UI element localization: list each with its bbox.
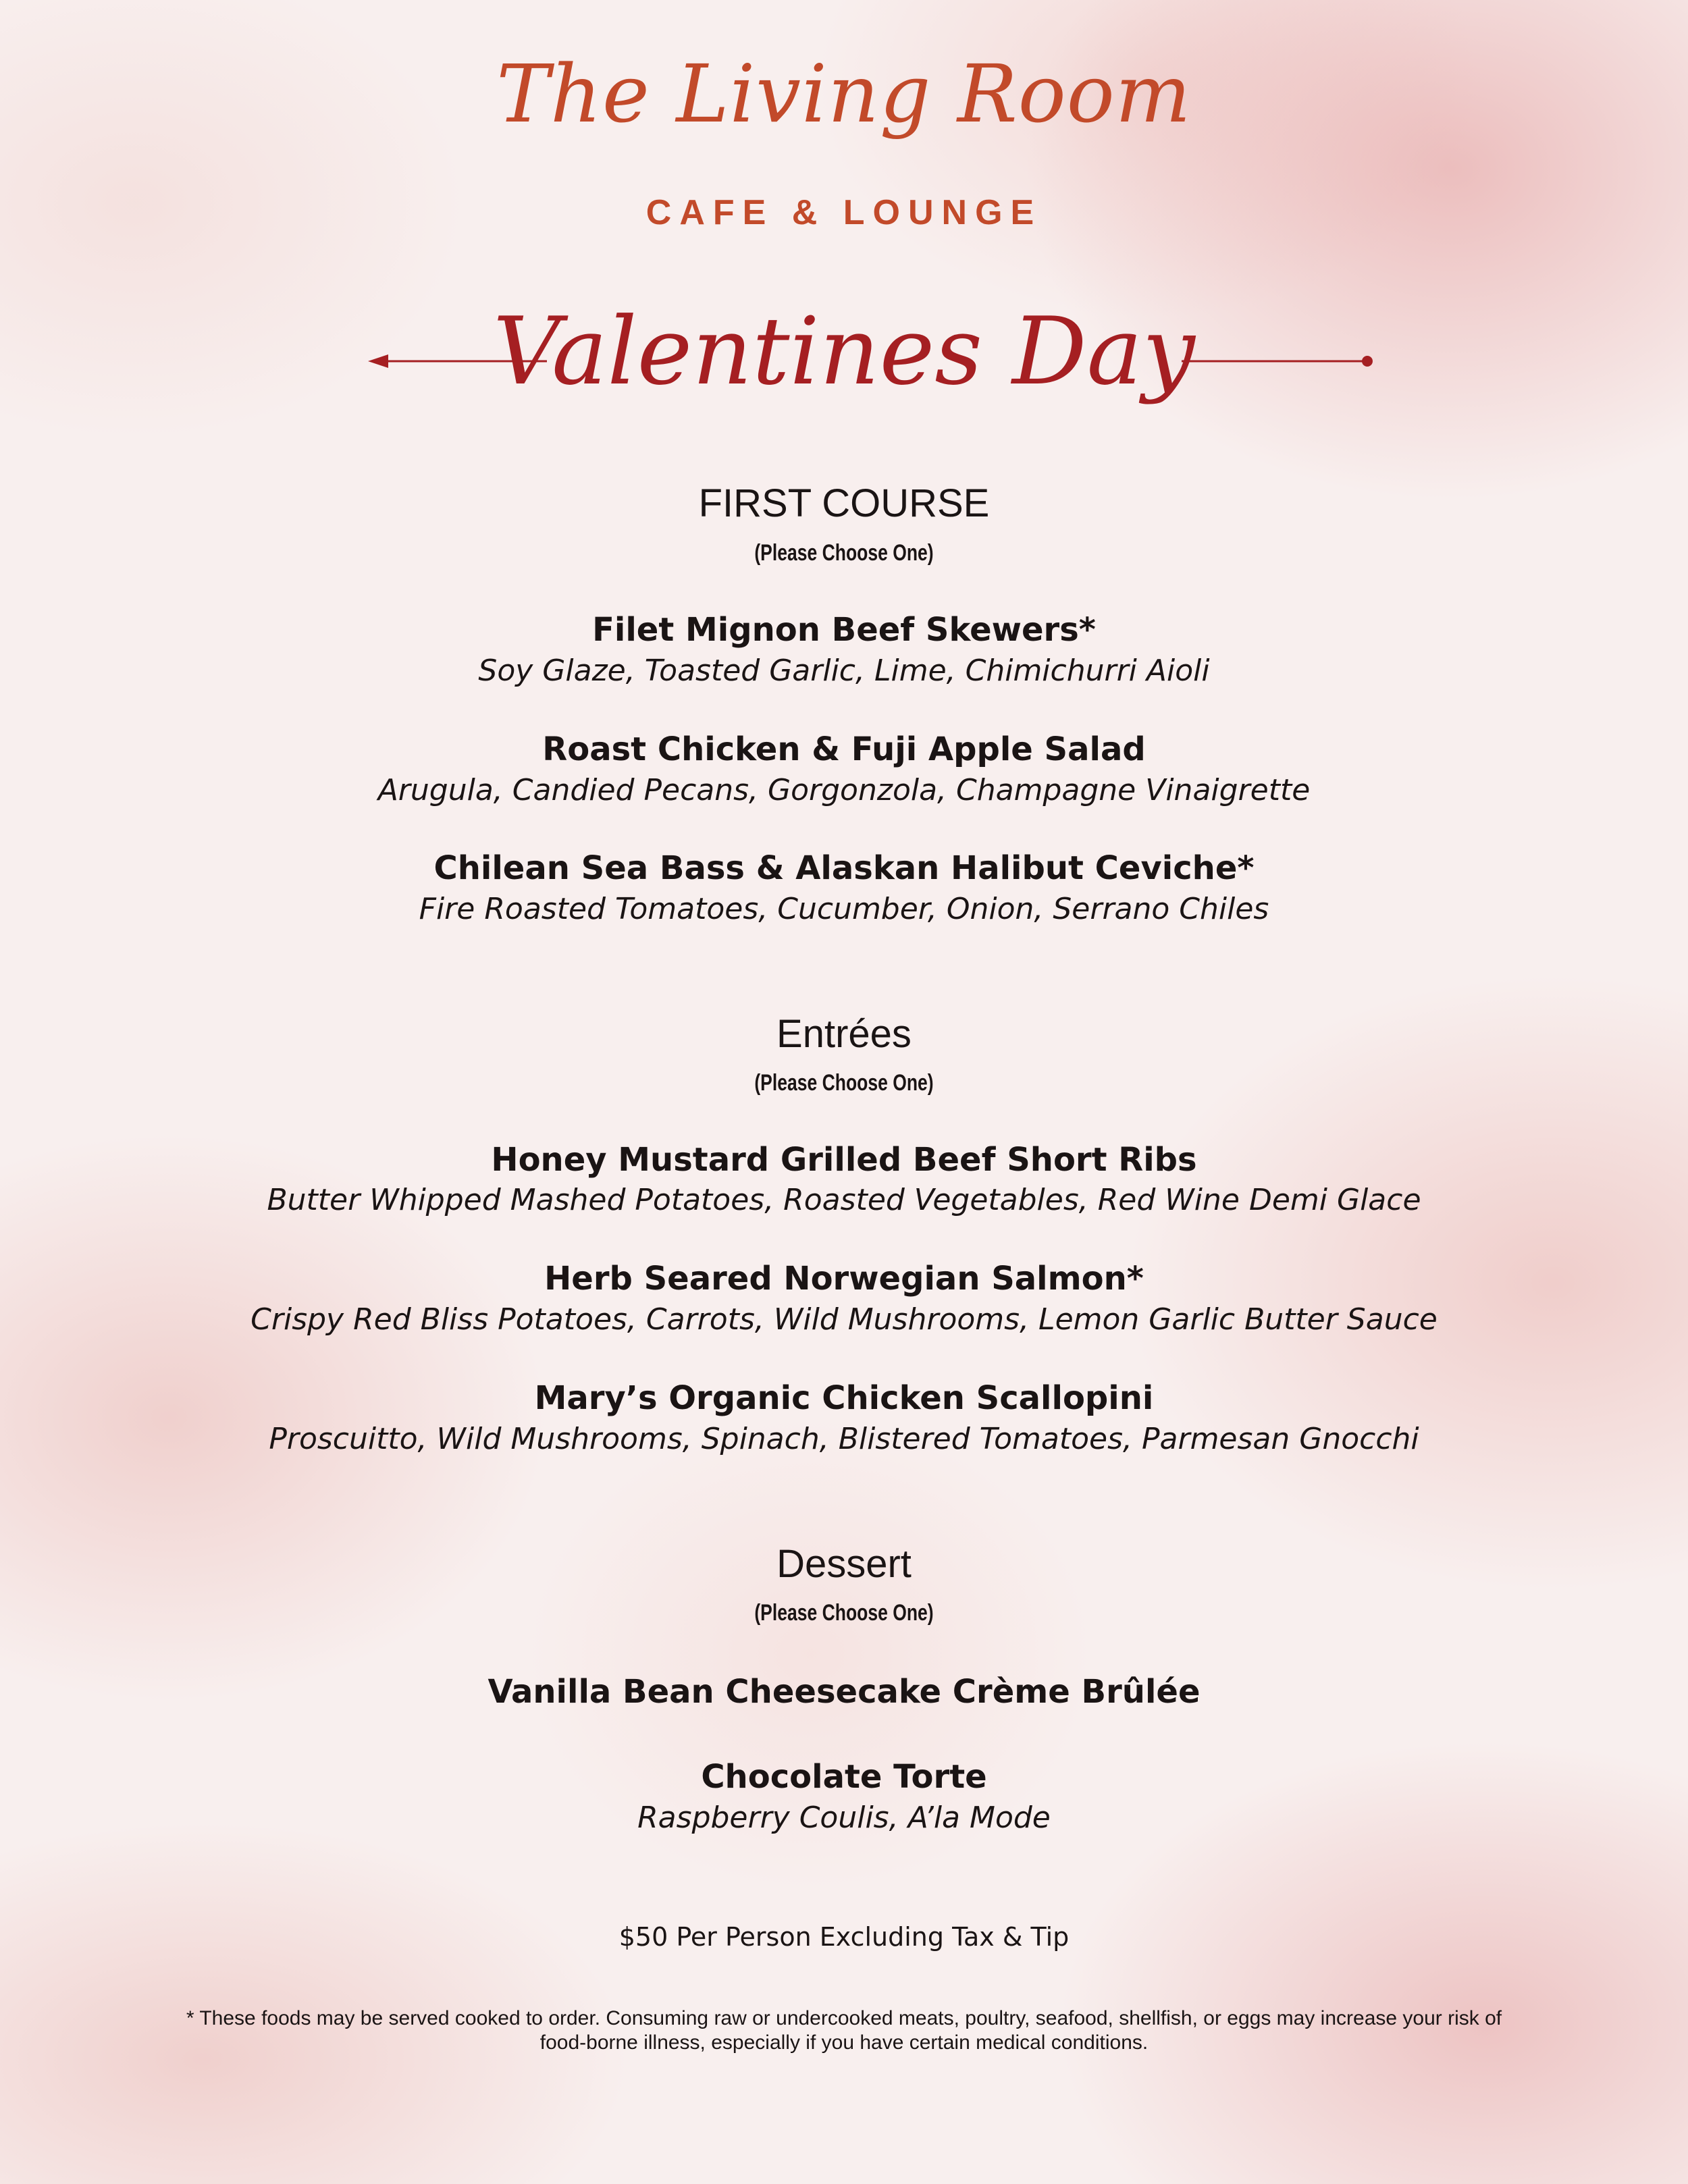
dish-name: Vanilla Bean Cheesecake Crème Brûlée [487, 1673, 1201, 1711]
logo-text: The Living Room [496, 47, 1192, 140]
dish-description: Crispy Red Bliss Potatoes, Carrots, Wild Mushrooms, Lemon Garlic Butter Sauce [250, 1302, 1438, 1337]
dish-description: Fire Roasted Tomatoes, Cucumber, Onion, Serrano Chiles [419, 892, 1269, 926]
dish-description: Proscuitto, Wild Mushrooms, Spinach, Blistered Tomatoes, Parmesan Gnocchi [269, 1422, 1419, 1456]
entrees-note: (Please Choose One) [754, 1070, 934, 1096]
page-title: Valentines Day [493, 297, 1195, 406]
dessert-heading: Dessert [776, 1542, 912, 1586]
first-course-heading: FIRST COURSE [698, 481, 990, 525]
dish-description: Raspberry Coulis, A’la Mode [637, 1801, 1051, 1835]
dish-name: Chocolate Torte [701, 1758, 987, 1796]
dish-name: Mary’s Organic Chicken Scallopini [534, 1379, 1154, 1417]
first-course-note: (Please Choose One) [754, 540, 934, 566]
dish-name: Roast Chicken & Fuji Apple Salad [542, 730, 1146, 768]
dish-name: Chilean Sea Bass & Alaskan Halibut Ceviche* [433, 849, 1255, 887]
disclaimer [95, 2006, 1593, 2055]
dish-name: Herb Seared Norwegian Salmon* [544, 1260, 1144, 1298]
dish-description: Arugula, Candied Pecans, Gorgonzola, Champagne Vinaigrette [377, 773, 1311, 807]
dish-description: Soy Glaze, Toasted Garlic, Lime, Chimichurri Aioli [478, 654, 1210, 688]
entrees-heading: Entrées [776, 1012, 912, 1056]
disclaimer-line: * These foods may be served cooked to order. Consuming raw or undercooked meats, poultry, seafood, shellfish, or eggs may increase your risk of [186, 2007, 1502, 2029]
dessert-note: (Please Choose One) [754, 1600, 934, 1626]
disclaimer-line: food-borne illness, especially if you have certain medical conditions. [539, 2031, 1149, 2054]
price-line: $50 Per Person Excluding Tax & Tip [618, 1922, 1070, 1952]
dish-description: Butter Whipped Mashed Potatoes, Roasted Vegetables, Red Wine Demi Glace [267, 1183, 1421, 1217]
dish-name: Honey Mustard Grilled Beef Short Ribs [491, 1141, 1197, 1179]
logo-subtitle: CAFE & LOUNGE [645, 193, 1043, 232]
dish-name: Filet Mignon Beef Skewers* [592, 611, 1096, 649]
